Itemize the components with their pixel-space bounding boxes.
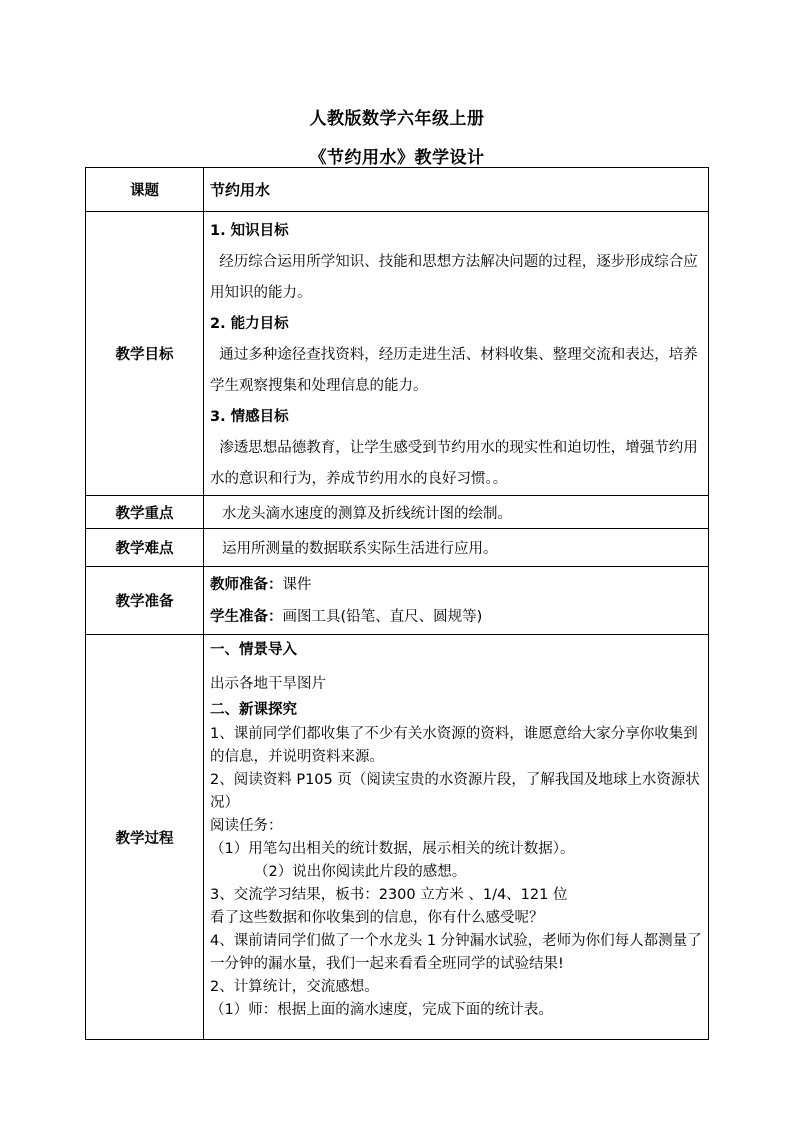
row-process: [86, 635, 709, 1040]
difficulty-label: 教学难点: [86, 529, 204, 567]
reading-task: 阅读任务：: [210, 818, 283, 834]
lesson-plan-table: [85, 167, 709, 1040]
difficulty-cell: [204, 529, 709, 567]
teacher-prep-value: 课件: [282, 576, 312, 593]
student-prep-value: 画图工具(铅笔、直尺、圆规等): [282, 608, 483, 625]
process-item3: 3、交流学习结果，板书：2300 立方米 、1/4、121 位: [210, 887, 568, 903]
process-item2: 2、阅读资料 P105 页（阅读宝贵的水资源片段，了解我国及地球上水资源状况）: [210, 772, 700, 811]
teacher-prep: [210, 569, 702, 601]
preparation-cell: [204, 567, 709, 635]
knowledge-text: 经历综合运用所学知识、技能和思想方法解决问题的过程，逐步形成综合应用知识的能力。: [210, 254, 698, 301]
process-section1: 一、情景导入: [210, 642, 297, 658]
key-point-label: 教学重点: [86, 496, 204, 529]
reading-task-2: （2）说出你阅读此片段的感想。: [254, 864, 467, 880]
ability-heading: 2. 能力目标: [210, 316, 289, 332]
student-prep-label: 学生准备：: [210, 608, 283, 625]
process-item5: 2、计算统计，交流感想。: [210, 979, 379, 995]
process-item1: 1、课前同学们都收集了不少有关水资源的资料，谁愿意给大家分享你收集到的信息，并说明资料来源。: [210, 726, 698, 765]
knowledge-heading: 1. 知识目标: [210, 223, 289, 239]
process-item5a: （1）师：根据上面的滴水速度，完成下面的统计表。: [210, 1002, 553, 1018]
difficulty-value: 运用所测量的数据联系实际生活进行应用。: [222, 541, 498, 557]
goals-label: 教学目标: [86, 212, 204, 496]
document-title: 人教版数学六年级上册: [309, 109, 485, 129]
emotion-text: 渗透思想品德教育，让学生感受到节约用水的现实性和迫切性，增强节约用水的意识和行为，养成节约用水的良好习惯。。: [210, 440, 698, 487]
ability-text: 通过多种途径查找资料，经历走进生活、材料收集、整理交流和表达，培养学生观察搜集和处理信息的能力。: [210, 347, 698, 394]
row-preparation: [86, 567, 709, 635]
process-section2: 二、新课探究: [210, 702, 297, 718]
row-difficulty: [86, 529, 709, 567]
preparation-label: 教学准备: [86, 567, 204, 635]
row-key-point: [86, 496, 709, 529]
emotion-heading: 3. 情感目标: [210, 409, 289, 425]
process-section1-text: 出示各地干旱图片: [210, 676, 326, 692]
topic-value: 节约用水: [210, 181, 271, 199]
reading-task-1: （1）用笔勾出相关的统计数据，展示相关的统计数据）。: [210, 841, 575, 857]
process-item4: 4、课前请同学们做了一个水龙头 1 分钟漏水试验，老师为你们每人都测量了一分钟的漏水量，我们一起来看看全班同学的试验结果!: [210, 933, 702, 972]
topic-cell: [204, 168, 709, 212]
document-subtitle: 《节约用水》教学设计: [309, 148, 485, 168]
key-point-cell: [204, 496, 709, 529]
topic-label: 课题: [86, 168, 204, 212]
teacher-prep-label: 教师准备：: [210, 576, 283, 593]
row-goals: [86, 212, 709, 496]
row-topic: [86, 168, 709, 212]
process-label: 教学过程: [86, 635, 204, 1040]
goals-cell: [204, 212, 709, 496]
process-cell: [204, 635, 709, 1040]
process-item3b: 看了这些数据和你收集到的信息，你有什么感受呢？: [210, 910, 544, 926]
student-prep: [210, 601, 702, 633]
key-point-value: 水龙头滴水速度的测算及折线统计图的绘制。: [222, 505, 512, 522]
